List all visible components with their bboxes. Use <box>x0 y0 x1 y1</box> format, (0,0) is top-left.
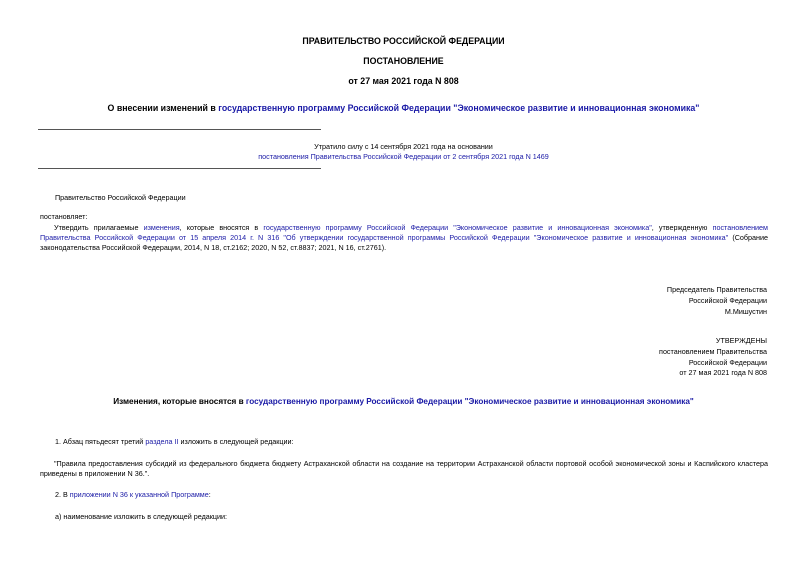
status-note-line2 <box>0 152 807 162</box>
approved-line4: от 27 мая 2021 года N 808 <box>679 368 767 377</box>
signature-line1: Председатель Правительства <box>666 285 767 294</box>
item2-text-start: 2. В <box>55 490 70 499</box>
doc-title-link[interactable]: государственную программу Российской Федерации "Экономическое развитие и инновационная экономика" <box>218 103 700 113</box>
approved-line3: Российской Федерации <box>688 358 767 367</box>
repeal-decree-link[interactable]: постановления Правительства Российской Федерации от 2 сентября 2021 года N 1469 <box>258 152 549 161</box>
item2-text-end: : <box>208 490 211 499</box>
doc-date: от 27 мая 2021 года N 808 <box>348 76 459 86</box>
changes-title-link[interactable]: государственную программу Российской Федерации "Экономическое развитие и инновационная экономика" <box>245 397 694 406</box>
item1-text-end: изложить в следующей редакции: <box>178 437 294 446</box>
p1-text-end: (Собрание законодательства Российской Федерации, 2014, N 18, ст.2162; 2020, N 52, ст.8837; 2021, N 16, ст.2761). <box>40 233 769 252</box>
appendix-36-link[interactable]: приложении N 36 к указанной Программе <box>69 490 209 499</box>
item1-text-start: 1. Абзац пятьдесят третий <box>55 437 146 446</box>
change-item-2a: а) наименование изложить в следующей редакции: <box>55 512 228 521</box>
changes-title <box>0 397 807 407</box>
change-quote: "Правила предоставления субсидий из федерального бюджета бюджету Астраханской области на создание на территории Астраханской области портовой особой экономической зоны и Каспийского кластера приведены в приложении N 36.". <box>40 459 768 478</box>
government-label: Правительство Российской Федерации <box>55 193 186 202</box>
signature-line2: Российской Федерации <box>688 296 767 305</box>
status-note-line1: Утратило силу с 14 сентября 2021 года на основании <box>314 142 493 151</box>
decree-paragraph <box>40 223 768 253</box>
change-item-1 <box>55 437 294 447</box>
changes-link[interactable]: изменения <box>143 223 180 232</box>
decree-316-link[interactable]: постановлением Правительства Российской Федерации от 15 апреля 2014 г. N 316 "Об утверждении государственной программы Российской Федерации "Экономическое развитие и инновационная экономика" <box>40 223 768 242</box>
doc-type-heading: ПОСТАНОВЛЕНИЕ <box>363 56 444 66</box>
p1-text-mid2: , утвержденную <box>651 223 713 232</box>
signature-name: М.Мишустин <box>724 307 767 316</box>
approved-line1: УТВЕРЖДЕНЫ <box>715 336 767 345</box>
divider-bottom <box>38 168 321 169</box>
program-link[interactable]: государственную программу Российской Федерации "Экономическое развитие и инновационная экономика" <box>263 223 652 232</box>
approved-line2: постановлением Правительства <box>659 347 767 356</box>
org-heading: ПРАВИТЕЛЬСТВО РОССИЙСКОЙ ФЕДЕРАЦИИ <box>302 36 505 46</box>
doc-title <box>0 103 807 114</box>
doc-title-prefix: О внесении изменений в <box>107 103 219 113</box>
decides-label: постановляет: <box>40 212 88 221</box>
p1-text-start: Утвердить прилагаемые <box>54 223 144 232</box>
change-item-2 <box>55 490 211 500</box>
p1-text-mid1: , которые вносятся в <box>179 223 264 232</box>
section-ii-link[interactable]: раздела II <box>145 437 179 446</box>
changes-title-prefix: Изменения, которые вносятся в <box>113 397 246 406</box>
divider-top <box>38 129 321 130</box>
